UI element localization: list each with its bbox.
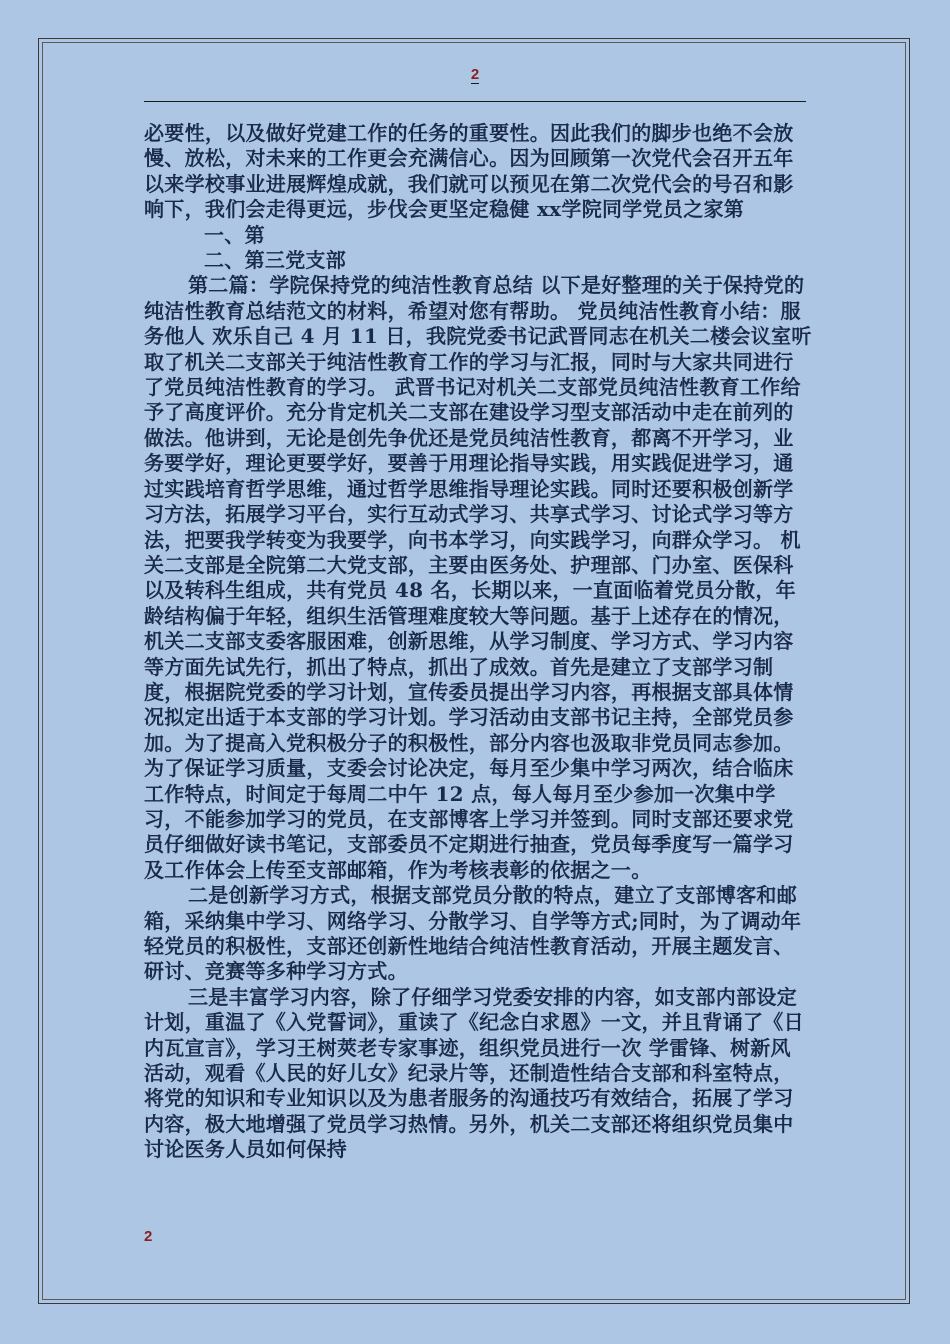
header-rule (144, 101, 806, 102)
paragraph-4: 第二篇：学院保持党的纯洁性教育总结 以下是好整理的关于保持党的纯洁性教育总结范文的材料，希望对您有帮助。 党员纯洁性教育小结：服务他人 欢乐自己 4 月 11 日，我院党委书记武晋同志在机关二楼会议室听取了机关二支部关于纯洁性教育工作的学习与汇报，同时与大家共同进行了党员纯洁性教育的学习。 武晋书记对机关二支部党员纯洁性教育工作给予了高度评价。充分肯定机关二支部在建设学习型支部活动中走在前列的做法。他讲到，无论是创先争优还是党员纯洁性教育，都离不开学习，业务要学好，理论更要学好，要善于用理论指导实践，用实践促进学习，通过实践培育哲学思维，通过哲学思维指导理论实践。同时还要积极创新学习方法，拓展学习平台，实行互动式学习、共享式学习、讨论式学习等方法，把要我学转变为我要学，向书本学习，向实践学习，向群众学习。 机关二支部是全院第二大党支部，主要由医务处、护理部、门办室、医保科以及转科生组成，共有党员 48 名，长期以来，一直面临着党员分散，年龄结构偏于年轻，组织生活管理难度较大等问题。基于上述存在的情况，机关二支部支委客服困难，创新思维，从学习制度、学习方式、学习内容等方面先试先行，抓出了特点，抓出了成效。首先是建立了支部学习制度，根据院党委的学习计划，宣传委员提出学习内容，再根据支部具体情况拟定出适于本支部的学习计划。学习活动由支部书记主持，全部党员参加。为了提高入党积极分子的积极性，部分内容也汲取非党员同志参加。为了保证学习质量，支委会讨论决定，每月至少集中学习两次，结合临床工作特点，时间定于每周二中午 12 点，每人每月至少参加一次集中学习，不能参加学习的党员，在支部博客上学习并签到。同时支部还要求党员仔细做好读书笔记，支部委员不定期进行抽查，党员每季度写一篇学习及工作体会上传至支部邮箱，作为考核表彰的依据之一。 (144, 273, 812, 882)
document-body (144, 121, 812, 1163)
footer-page-number: 2 (144, 1228, 153, 1245)
paragraph-3: 二、第三党支部 (204, 248, 347, 273)
paragraph-5: 二是创新学习方式，根据支部党员分散的特点，建立了支部博客和邮箱，采纳集中学习、网络学习、分散学习、自学等方式;同时，为了调动年轻党员的积极性，支部还创新性地结合纯洁性教育活动，开展主题发言、研讨、竞赛等多种学习方式。 (144, 883, 802, 984)
paragraph-1: 必要性，以及做好党建工作的任务的重要性。因此我们的脚步也绝不会放慢、放松，对未来的工作更会充满信心。因为回顾第一次党代会召开五年以来学校事业进展辉煌成就，我们就可以预见在第二次党代会的号召和影响下，我们会走得更远，步伐会更坚定稳健 xx学院同学党员之家第 (144, 121, 794, 222)
paragraph-2: 一、第 (204, 222, 265, 247)
paragraph-6: 三是丰富学习内容，除了仔细学习党委安排的内容，如支部内部设定计划，重温了《入党誓词》，重读了《纪念白求恩》一文，并且背诵了《日内瓦宣言》，学习王树莢老专家事迹，组织党员进行一次 学雷锋、树新风 活动，观看《人民的好儿女》纪录片等，还制造性结合支部和科室特点，将党的知识和专业知识以及为患者服务的沟通技巧有效结合，拓展了学习内容，极大地增强了党员学习热情。另外，机关二支部还将组织党员集中讨论医务人员如何保持 (144, 984, 804, 1162)
header-page-number (0, 66, 950, 84)
header-page-number-text: 2 (470, 66, 480, 83)
